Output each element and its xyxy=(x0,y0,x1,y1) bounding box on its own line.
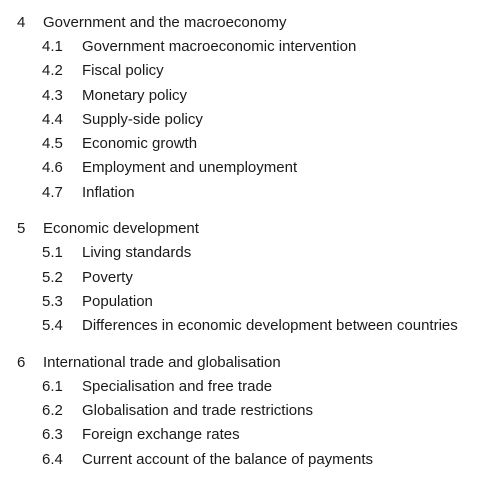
item-title: Differences in economic development between countries xyxy=(82,317,458,335)
item-title: Employment and unemployment xyxy=(82,159,298,177)
item-title: Poverty xyxy=(82,268,133,286)
item-number: 4.2 xyxy=(42,62,63,80)
item-number: 6.4 xyxy=(42,450,63,468)
section-heading xyxy=(0,216,480,240)
item-title: Economic growth xyxy=(82,135,198,153)
item-number: 5.2 xyxy=(42,268,63,286)
list-item xyxy=(0,107,480,131)
list-item xyxy=(0,374,480,398)
list-item xyxy=(0,156,480,180)
list-item xyxy=(0,423,480,447)
section-title: Economic development xyxy=(43,220,199,238)
list-item xyxy=(0,59,480,83)
section-number: 4 xyxy=(17,13,26,31)
item-title: Current account of the balance of payments xyxy=(82,450,374,468)
item-title: Inflation xyxy=(82,183,135,201)
item-number: 4.3 xyxy=(42,86,63,104)
item-number: 5.3 xyxy=(42,292,63,310)
item-title: Monetary policy xyxy=(82,86,188,104)
section-title: Government and the macroeconomy xyxy=(43,13,287,31)
list-item xyxy=(0,447,480,471)
list-item xyxy=(0,241,480,265)
item-number: 4.1 xyxy=(42,37,63,55)
list-item xyxy=(0,314,480,338)
item-number: 6.2 xyxy=(42,402,63,420)
list-item xyxy=(0,265,480,289)
list-item xyxy=(0,398,480,422)
list-item xyxy=(0,83,480,107)
item-number: 4.6 xyxy=(42,159,63,177)
list-item xyxy=(0,180,480,204)
item-number: 6.1 xyxy=(42,377,63,395)
item-number: 5.1 xyxy=(42,244,63,262)
item-title: Government macroeconomic intervention xyxy=(82,37,357,55)
section-heading xyxy=(0,10,480,34)
item-title: Globalisation and trade restrictions xyxy=(82,402,313,420)
section-6 xyxy=(0,350,480,471)
item-title: Fiscal policy xyxy=(82,62,164,80)
list-item xyxy=(0,34,480,58)
section-number: 6 xyxy=(17,353,26,371)
section-title: International trade and globalisation xyxy=(43,353,281,371)
section-number: 5 xyxy=(17,220,26,238)
item-number: 5.4 xyxy=(42,317,63,335)
section-5 xyxy=(0,216,480,337)
item-number: 4.4 xyxy=(42,110,63,128)
item-title: Population xyxy=(82,292,153,310)
item-title: Specialisation and free trade xyxy=(82,377,273,395)
list-item xyxy=(0,131,480,155)
item-title: Foreign exchange rates xyxy=(82,426,240,444)
item-title: Living standards xyxy=(82,244,192,262)
item-title: Supply-side policy xyxy=(82,110,203,128)
item-number: 6.3 xyxy=(42,426,63,444)
item-number: 4.7 xyxy=(42,183,63,201)
list-item xyxy=(0,289,480,313)
section-4 xyxy=(0,10,480,204)
section-heading xyxy=(0,350,480,374)
item-number: 4.5 xyxy=(42,135,63,153)
